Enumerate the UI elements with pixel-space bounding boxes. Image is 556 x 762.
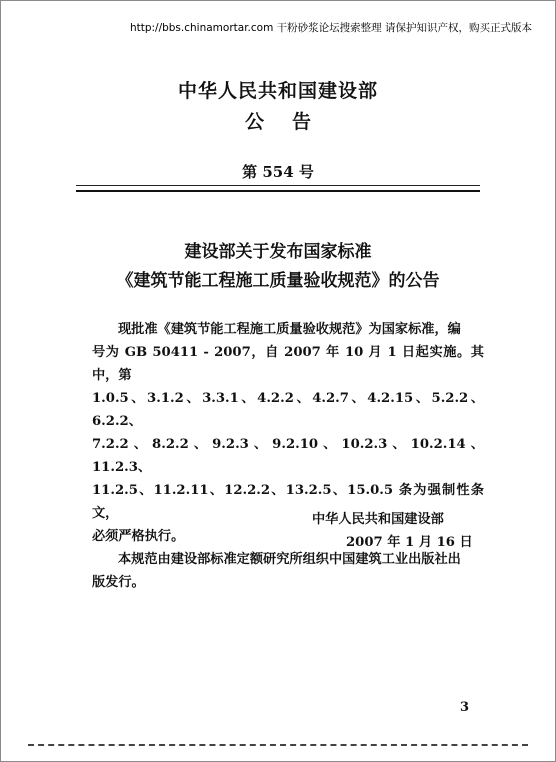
signature-org: 中华人民共和国建设部 [312,512,444,527]
divider-thin [76,185,480,186]
body-line: 号为 GB 50411 - 2007，自 2007 年 10 月 1 日起实施。其中，第 [92,345,484,383]
announcement-body [92,318,484,594]
body-line: 1.0.5、3.1.2、3.3.1、4.2.2、4.2.7、4.2.15、5.2.2、6.2.2、 [92,391,484,429]
watermark-text: http://bbs.chinamortar.com 干粉砂浆论坛搜索整理 请保护知识产权，购买正式版本 [129,22,532,34]
scan-bottom-edge [28,744,528,746]
doc-type-heading: 公告 [244,111,339,133]
paragraph-2 [92,548,484,594]
body-line: 必须严格执行。 [92,529,185,544]
divider-thick [76,190,480,192]
page-number: 3 [460,700,470,715]
body-line: 现批准《建筑节能工程施工质量验收规范》为国家标准，编 [118,322,461,337]
announcement-title-line2: 《建筑节能工程施工质量验收规范》的公告 [116,271,440,291]
announcement-title-line1: 建设部关于发布国家标准 [184,242,372,262]
body-line: 11.2.5、11.2.11、12.2.2、13.2.5、15.0.5 条为强制性条文， [92,483,484,521]
body-line: 本规范由建设部标准定额研究所组织中国建筑工业出版社出 [118,552,461,567]
issuer-heading: 中华人民共和国建设部 [177,80,378,102]
announcement-number: 第 554 号 [242,163,314,181]
body-line: 版发行。 [92,575,145,590]
signature-date: 2007 年 1 月 16 日 [346,535,473,550]
body-line: 7.2.2、8.2.2、9.2.3、9.2.10、10.2.3、10.2.14、11.2.3、 [92,437,484,475]
